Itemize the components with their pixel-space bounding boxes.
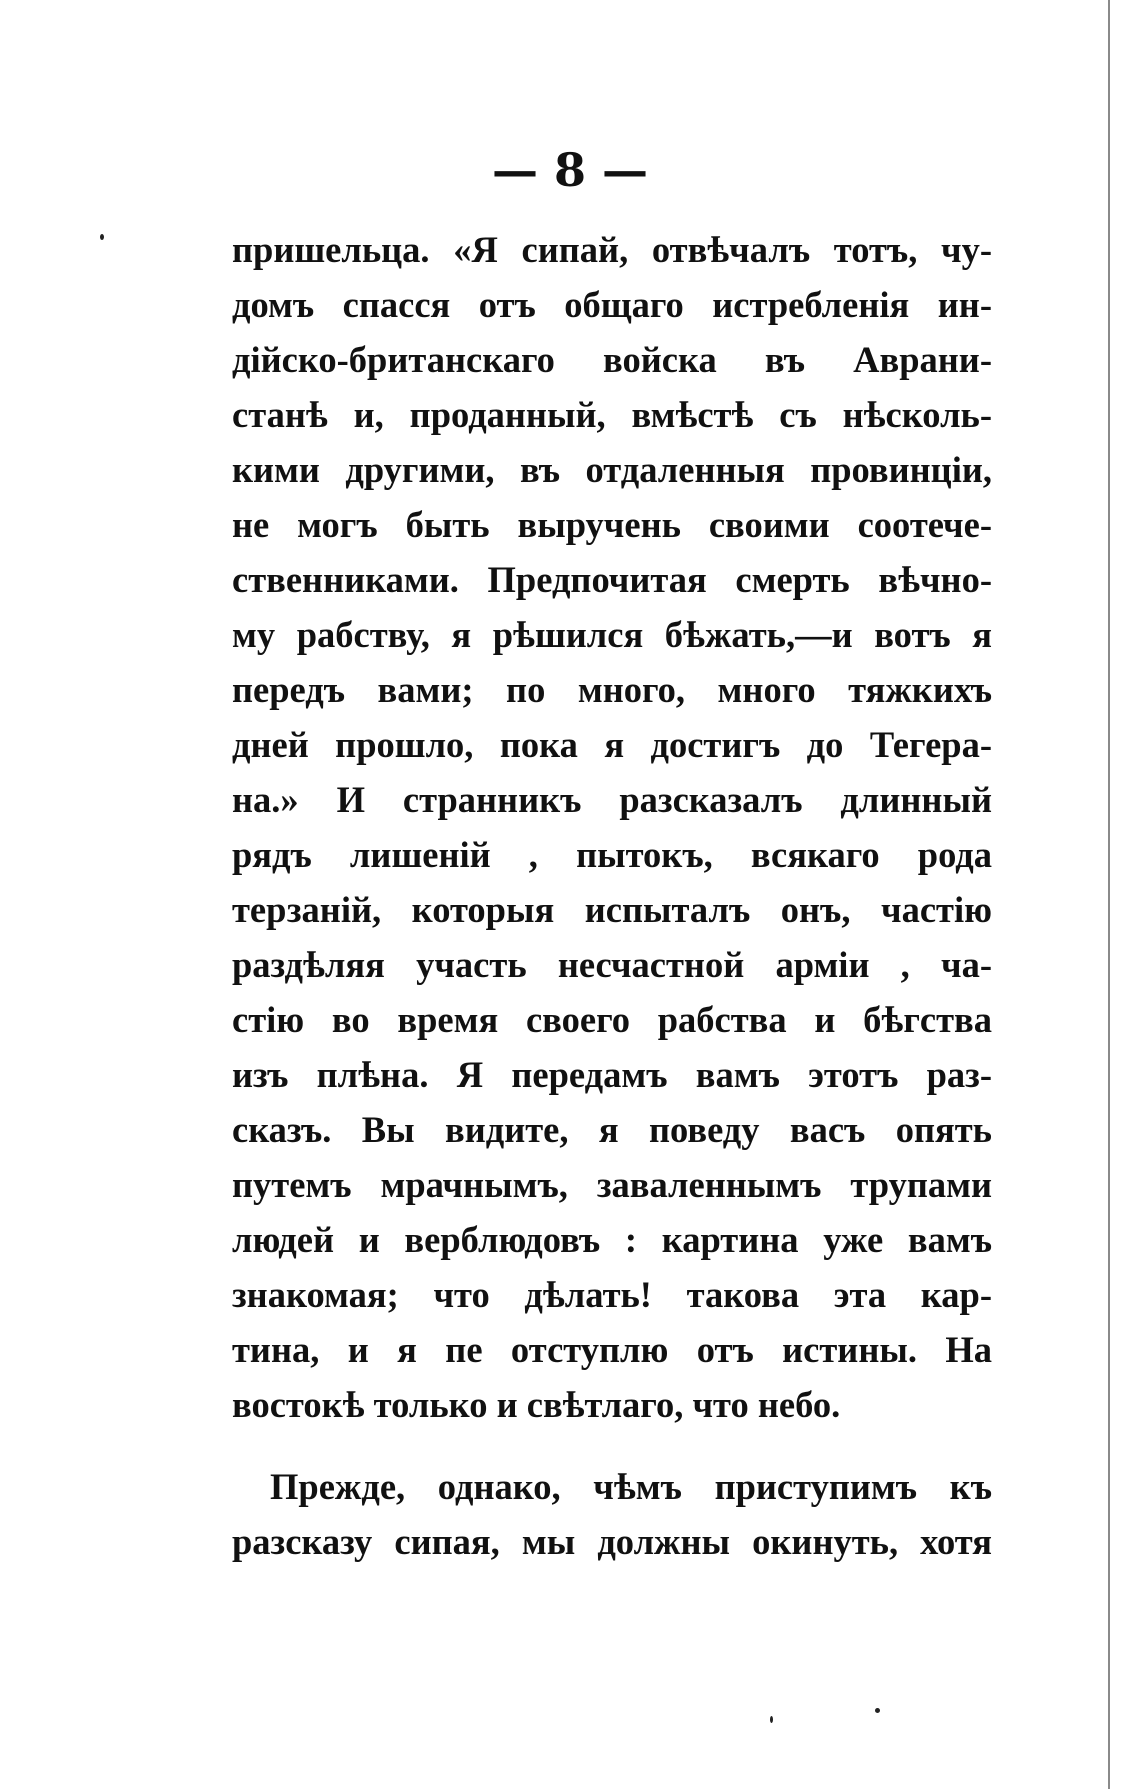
text-line: дней прошло, пока я достигъ до Тегера- xyxy=(232,724,992,765)
text-line: людей и верблюдовъ : картина уже вамъ xyxy=(232,1219,992,1260)
text-line: изъ плѣна. Я передамъ вамъ этотъ раз- xyxy=(232,1054,992,1095)
scan-speck xyxy=(100,234,104,240)
text-line: путемъ мрачнымъ, заваленнымъ трупами xyxy=(232,1164,992,1205)
text-line: пришельца. «Я сипай, отвѣчалъ тотъ, чу- xyxy=(232,229,992,270)
text-line: разсказу сипая, мы должны окинуть, хотя xyxy=(232,1521,992,1562)
scan-speck xyxy=(875,1708,880,1713)
text-line: знакомая; что дѣлать! такова эта кар- xyxy=(232,1274,992,1315)
paragraph xyxy=(232,1459,992,1569)
text-line: стію во время своего рабства и бѣгства xyxy=(232,999,992,1040)
text-line: раздѣляя участь несчастной арміи , ча- xyxy=(232,944,992,985)
text-line: домъ спасся отъ общаго истребленія ин- xyxy=(232,284,992,325)
paragraph xyxy=(232,222,992,1432)
text-line: передъ вами; по много, много тяжкихъ xyxy=(232,669,992,710)
text-line: терзаній, которыя испыталъ онъ, частію xyxy=(232,889,992,930)
body-text xyxy=(232,222,992,1569)
text-line: не могъ быть выручень своими соотече- xyxy=(232,504,992,545)
paragraph-gap xyxy=(232,1432,992,1459)
text-line: му рабству, я рѣшился бѣжать,—и вотъ я xyxy=(232,614,992,655)
text-line: дійско-британскаго войска въ Аврани- xyxy=(232,339,992,380)
text-line: Прежде, однако, чѣмъ приступимъ къ xyxy=(270,1466,992,1507)
text-line: ственниками. Предпочитая смерть вѣчно- xyxy=(232,559,992,600)
text-line: на.» И странникъ разсказалъ длинный xyxy=(232,779,992,820)
text-line: станѣ и, проданный, вмѣстѣ съ нѣсколь- xyxy=(232,394,992,435)
text-line: кими другими, въ отдаленныя провинціи, xyxy=(232,449,992,490)
page-edge-shadow xyxy=(1108,0,1110,1789)
text-line: востокѣ только и свѣтлаго, что небо. xyxy=(232,1384,841,1425)
text-line: сказъ. Вы видите, я поведу васъ опять xyxy=(232,1109,992,1150)
text-line: тина, и я пе отступлю отъ истины. На xyxy=(232,1329,992,1370)
page-number: — 8 — xyxy=(491,143,649,197)
text-line: рядъ лишеній , пытокъ, всякаго рода xyxy=(232,834,992,875)
scan-speck xyxy=(770,1716,773,1723)
